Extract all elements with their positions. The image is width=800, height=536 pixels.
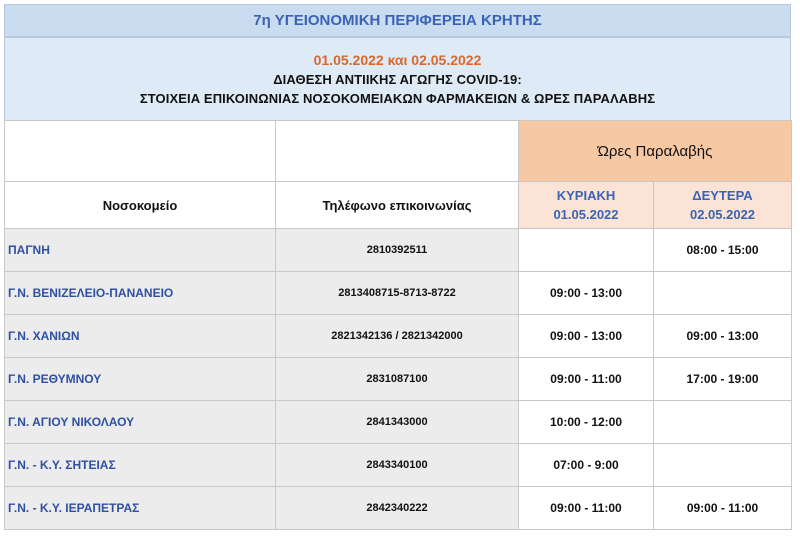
hospital-name-cell: Γ.Ν. ΒΕΝΙΖΕΛΕΙΟ-ΠΑΝΑΝΕΙΟ [5,272,276,315]
table-row [5,401,792,444]
column-header-monday [654,182,792,229]
column-header-sunday [519,182,654,229]
monday-hours-cell: 09:00 - 11:00 [654,487,792,530]
hospital-name-cell: Γ.Ν. - Κ.Υ. ΙΕΡΑΠΕΤΡΑΣ [5,487,276,530]
sunday-hours-cell: 07:00 - 9:00 [519,444,654,487]
column-header-hospital: Νοσοκομείο [5,182,276,229]
document-frame [4,4,791,532]
sunday-hours-cell: 09:00 - 11:00 [519,358,654,401]
table-row [5,272,792,315]
monday-hours-cell: 08:00 - 15:00 [654,229,792,272]
sunday-hours-cell: 09:00 - 13:00 [519,272,654,315]
empty-header-cell [276,121,519,182]
monday-hours-cell: 17:00 - 19:00 [654,358,792,401]
hospital-name-cell: Γ.Ν. - Κ.Υ. ΣΗΤΕΙΑΣ [5,444,276,487]
region-title-bar [4,4,791,37]
table-row [5,358,792,401]
subtitle-line-2: ΣΤΟΙΧΕΙΑ ΕΠΙΚΟΙΝΩΝΙΑΣ ΝΟΣΟΚΟΜΕΙΑΚΩΝ ΦΑΡΜΑΚΕΙΩΝ & ΩΡΕΣ ΠΑΡΑΛΑΒΗΣ [139,91,656,106]
hospital-name-cell: ΠΑΓΝΗ [5,229,276,272]
region-title: 7η ΥΓΕΙΟΝΟΜΙΚΗ ΠΕΡΙΦΕΡΕΙΑ ΚΡΗΤΗΣ [253,12,542,29]
header-block [4,37,791,121]
sunday-hours-cell [519,229,654,272]
phone-cell: 2842340222 [276,487,519,530]
sunday-hours-cell: 10:00 - 12:00 [519,401,654,444]
table-row [5,315,792,358]
column-header-phone: Τηλέφωνο επικοινωνίας [276,182,519,229]
table-row [5,487,792,530]
hospital-name-cell: Γ.Ν. ΑΓΙΟΥ ΝΙΚΟΛΑΟΥ [5,401,276,444]
hours-header: Ώρες Παραλαβής [519,121,792,182]
monday-hours-cell [654,401,792,444]
table-row [5,444,792,487]
phone-cell: 2821342136 / 2821342000 [276,315,519,358]
phone-cell: 2841343000 [276,401,519,444]
sunday-hours-cell: 09:00 - 13:00 [519,315,654,358]
hospital-name-cell: Γ.Ν. ΧΑΝΙΩΝ [5,315,276,358]
sunday-hours-cell: 09:00 - 11:00 [519,487,654,530]
monday-date: 02.05.2022 [689,207,756,222]
monday-hours-cell [654,272,792,315]
subtitle-line-1: ΔΙΑΘΕΣΗ ΑΝΤΙΙΚΗΣ ΑΓΩΓΗΣ COVID-19: [273,72,522,87]
phone-cell: 2813408715-8713-8722 [276,272,519,315]
empty-header-cell [5,121,276,182]
hospital-name-cell: Γ.Ν. ΡΕΘΥΜΝΟΥ [5,358,276,401]
sunday-date: 01.05.2022 [553,207,619,222]
phone-cell: 2831087100 [276,358,519,401]
pharmacy-hours-table [4,120,792,530]
table-top-row [5,121,792,182]
monday-hours-cell: 09:00 - 13:00 [654,315,792,358]
monday-hours-cell [654,444,792,487]
table-row [5,229,792,272]
table-header-row [5,182,792,229]
phone-cell: 2843340100 [276,444,519,487]
monday-name: ΔΕΥΤΕΡΑ [692,188,753,203]
sunday-name: ΚΥΡΙΑΚΗ [556,188,616,203]
dates-line: 01.05.2022 και 02.05.2022 [313,52,482,68]
phone-cell: 2810392511 [276,229,519,272]
